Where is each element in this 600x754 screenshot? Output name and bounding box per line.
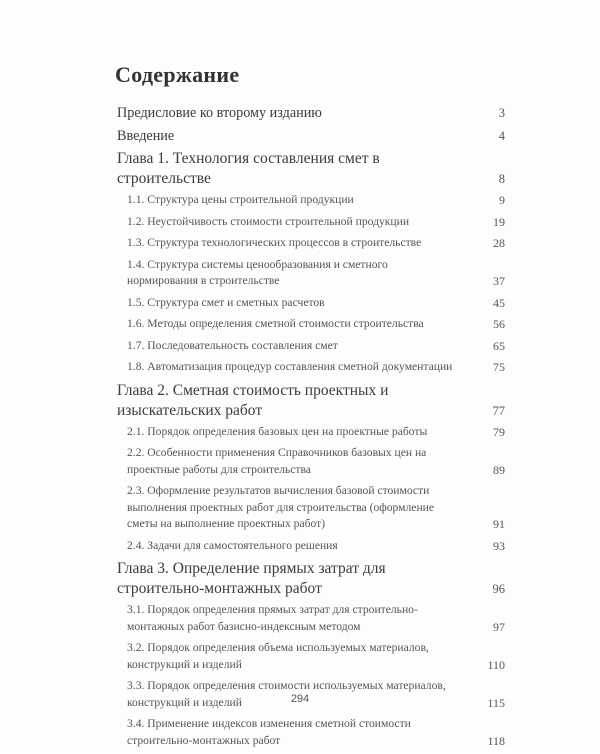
toc-entry-page: 115 xyxy=(487,695,505,710)
toc-entry-text: Предисловие ко второму изданию xyxy=(117,105,322,121)
toc-entry[interactable] xyxy=(117,126,505,146)
toc-entry[interactable] xyxy=(117,103,505,123)
toc-entry-page: 91 xyxy=(493,517,505,531)
toc-entry-page: 8 xyxy=(498,172,505,186)
toc-entry-page: 19 xyxy=(493,214,505,229)
table-of-contents xyxy=(117,103,505,754)
toc-entry-text: Глава 2. Сметная стоимость проектных и изыскательских работ xyxy=(117,381,389,419)
toc-entry-page: 89 xyxy=(493,462,505,477)
toc-chapter[interactable] xyxy=(117,559,505,599)
toc-entry-text: 1.6. Методы определения сметной стоимости строительства xyxy=(127,317,424,330)
toc-subentry[interactable] xyxy=(117,538,505,555)
toc-entry-text: 1.1. Структура цены строительной продукции xyxy=(127,193,354,206)
toc-entry-text: 1.3. Структура технологических процессов в строительстве xyxy=(127,236,422,249)
toc-entry-page: 75 xyxy=(493,360,505,374)
toc-chapter[interactable] xyxy=(117,149,505,189)
toc-entry-text: 2.1. Порядок определения базовых цен на проектные работы xyxy=(127,424,428,438)
toc-entry-page: 28 xyxy=(493,236,505,250)
toc-entry-page: 9 xyxy=(499,193,505,207)
toc-entry-page: 37 xyxy=(493,274,505,288)
toc-entry-page: 65 xyxy=(493,338,505,353)
toc-subentry[interactable] xyxy=(117,257,505,290)
toc-subentry[interactable] xyxy=(117,192,505,209)
page-number: 294 xyxy=(290,693,310,705)
page-title: Содержание xyxy=(115,62,240,87)
toc-subentry[interactable] xyxy=(117,640,505,673)
toc-entry-text: Введение xyxy=(117,128,175,144)
toc-entry-text: 2.4. Задачи для самостоятельного решения xyxy=(127,538,338,552)
toc-chapter[interactable] xyxy=(117,381,505,421)
toc-entry-page: 118 xyxy=(487,733,505,748)
toc-entry-text: Глава 1. Технология составления смет в строительстве xyxy=(117,150,380,187)
toc-entry-page: 96 xyxy=(492,582,505,596)
toc-subentry[interactable] xyxy=(117,602,505,635)
toc-subentry[interactable] xyxy=(117,338,505,355)
toc-entry-text: 1.4. Структура системы ценообразования и сметного нормирования в строительстве xyxy=(127,257,388,287)
toc-entry-text: 1.5. Структура смет и сметных расчетов xyxy=(127,295,325,309)
toc-entry-page: 56 xyxy=(493,317,505,331)
toc-entry-text: Глава 3. Определение прямых затрат для строительно-монтажных работ xyxy=(117,560,386,597)
toc-subentry[interactable] xyxy=(117,716,505,749)
toc-entry-page: 79 xyxy=(493,424,505,439)
toc-entry-page: 4 xyxy=(498,129,505,143)
toc-entry-text: 1.2. Неустойчивость стоимости строительной продукции xyxy=(127,214,410,228)
toc-entry-page: 93 xyxy=(493,538,505,553)
toc-entry-text: 2.3. Оформление результатов вычисления базовой стоимости выполнения проектных работ для строительства (оформление сметы на выполнение проектных работ) xyxy=(127,484,435,530)
toc-entry-text: 2.2. Особенности применения Справочников базовых цен на проектные работы для строительства xyxy=(127,446,427,476)
toc-subentry[interactable] xyxy=(117,483,505,533)
toc-subentry[interactable] xyxy=(117,424,505,441)
toc-entry-text: 1.8. Автоматизация процедур составления сметной документации xyxy=(127,360,453,373)
toc-subentry[interactable] xyxy=(117,235,505,252)
toc-entry-page: 3 xyxy=(498,106,505,120)
toc-entry-text: 3.4. Применение индексов изменения сметной стоимости строительно-монтажных работ xyxy=(127,717,411,747)
toc-subentry[interactable] xyxy=(117,445,505,478)
toc-subentry[interactable] xyxy=(117,316,505,333)
toc-entry-text: 3.1. Порядок определения прямых затрат для строительно-монтажных работ базисно-индексным методом xyxy=(127,603,418,633)
toc-entry-page: 77 xyxy=(492,403,505,418)
toc-entry-page: 45 xyxy=(493,295,505,310)
toc-subentry[interactable] xyxy=(117,214,505,231)
toc-subentry[interactable] xyxy=(117,359,505,376)
toc-subentry[interactable] xyxy=(117,295,505,312)
toc-entry-text: 3.2. Порядок определения объема используемых материалов, конструкций и изделий xyxy=(127,641,429,671)
toc-entry-page: 97 xyxy=(493,619,505,634)
toc-entry-text: 3.3. Порядок определения стоимости используемых материалов, конструкций и изделий xyxy=(127,679,446,709)
toc-entry-text: 1.7. Последовательность составления смет xyxy=(127,338,338,352)
toc-entry-page: 110 xyxy=(487,657,505,672)
